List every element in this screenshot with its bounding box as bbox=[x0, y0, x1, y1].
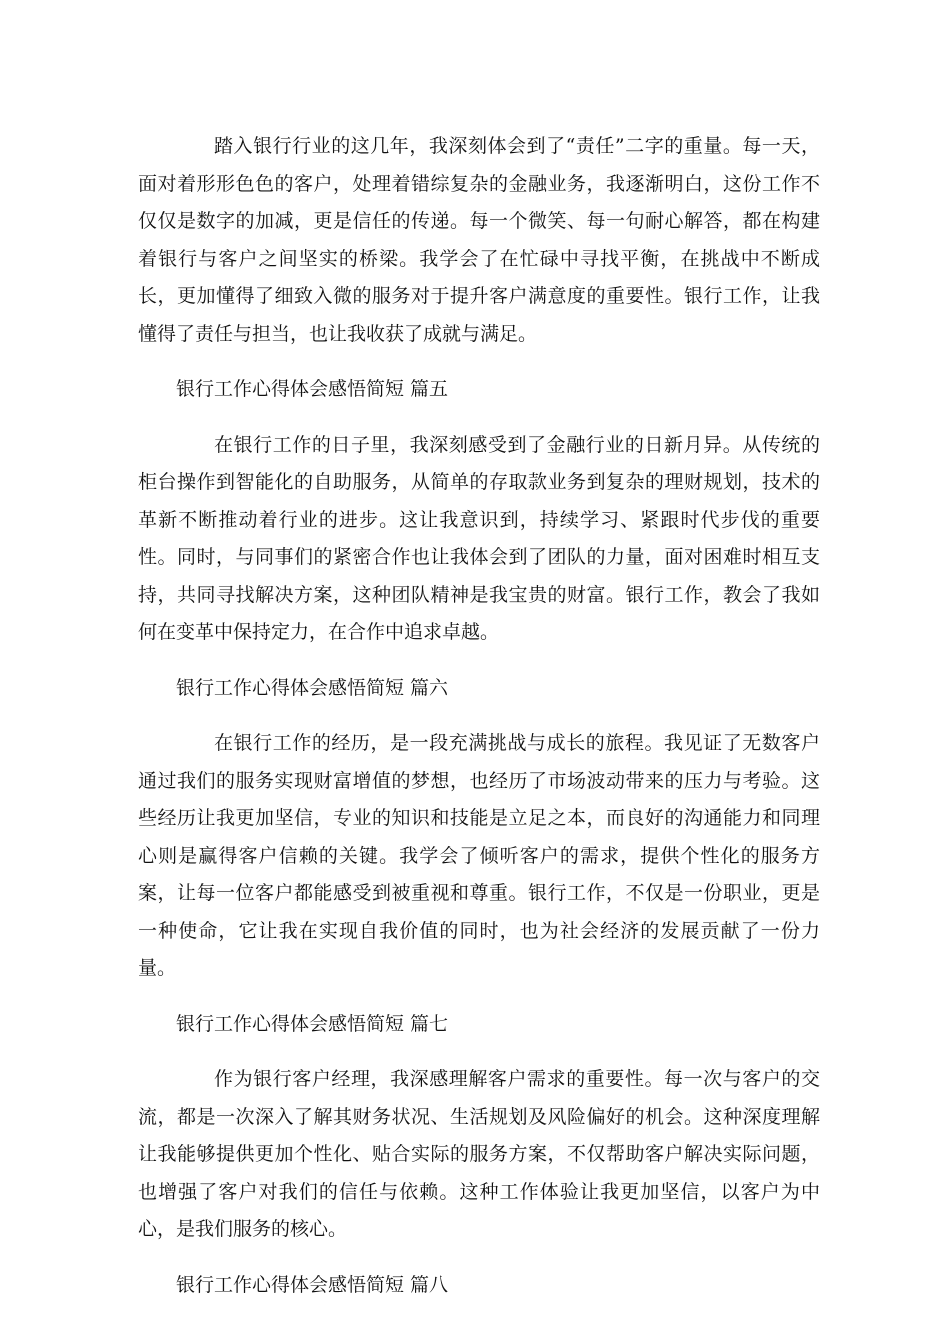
document-body bbox=[138, 128, 820, 1322]
paragraph-7: 作为银行客户经理，我深感理解客户需求的重要性。每一次与客户的交流，都是一次深入了解其财务状况、生活规划及风险偏好的机会。这种深度理解让我能够提供更加个性化、贴合实际的服务方案，不仅帮助客户解决实际问题，也增强了客户对我们的信任与依赖。这种工作体验让我更加坚信，以客户为中心，是我们服务的核心。 bbox=[138, 1068, 820, 1240]
section-heading-6: 银行工作心得体会感悟简短 篇六 bbox=[176, 676, 449, 699]
paragraph-5: 在银行工作的日子里，我深刻感受到了金融行业的日新月异。从传统的柜台操作到智能化的自助服务，从简单的存取款业务到复杂的理财规划，技术的革新不断推动着行业的进步。这让我意识到，持续学习、紧跟时代步伐的重要性。同时，与同事们的紧密合作也让我体会到了团队的力量，面对困难时相互支持，共同寻找解决方案，这种团队精神是我宝贵的财富。银行工作，教会了我如何在变革中保持定力，在合作中追求卓越。 bbox=[138, 433, 820, 643]
paragraph-6: 在银行工作的经历，是一段充满挑战与成长的旅程。我见证了无数客户通过我们的服务实现财富增值的梦想，也经历了市场波动带来的压力与考验。这些经历让我更加坚信，专业的知识和技能是立足之本，而良好的沟通能力和同理心则是赢得客户信赖的关键。我学会了倾听客户的需求，提供个性化的服务方案，让每一位客户都能感受到被重视和尊重。银行工作，不仅是一份职业，更是一种使命，它让我在实现自我价值的同时，也为社会经济的发展贡献了一份力量。 bbox=[138, 732, 820, 979]
paragraph-1: 踏入银行行业的这几年，我深刻体会到了“责任”二字的重量。每一天，面对着形形色色的客户，处理着错综复杂的金融业务，我逐渐明白，这份工作不仅仅是数字的加减，更是信任的传递。每一个微笑、每一句耐心解答，都在构建着银行与客户之间坚实的桥梁。我学会了在忙碌中寻找平衡，在挑战中不断成长，更加懂得了细致入微的服务对于提升客户满意度的重要性。银行工作，让我懂得了责任与担当，也让我收获了成就与满足。 bbox=[138, 135, 820, 345]
section-heading-7: 银行工作心得体会感悟简短 篇七 bbox=[176, 1012, 449, 1035]
section-heading-8: 银行工作心得体会感悟简短 篇八 bbox=[176, 1273, 449, 1296]
section-heading-5: 银行工作心得体会感悟简短 篇五 bbox=[176, 378, 449, 400]
